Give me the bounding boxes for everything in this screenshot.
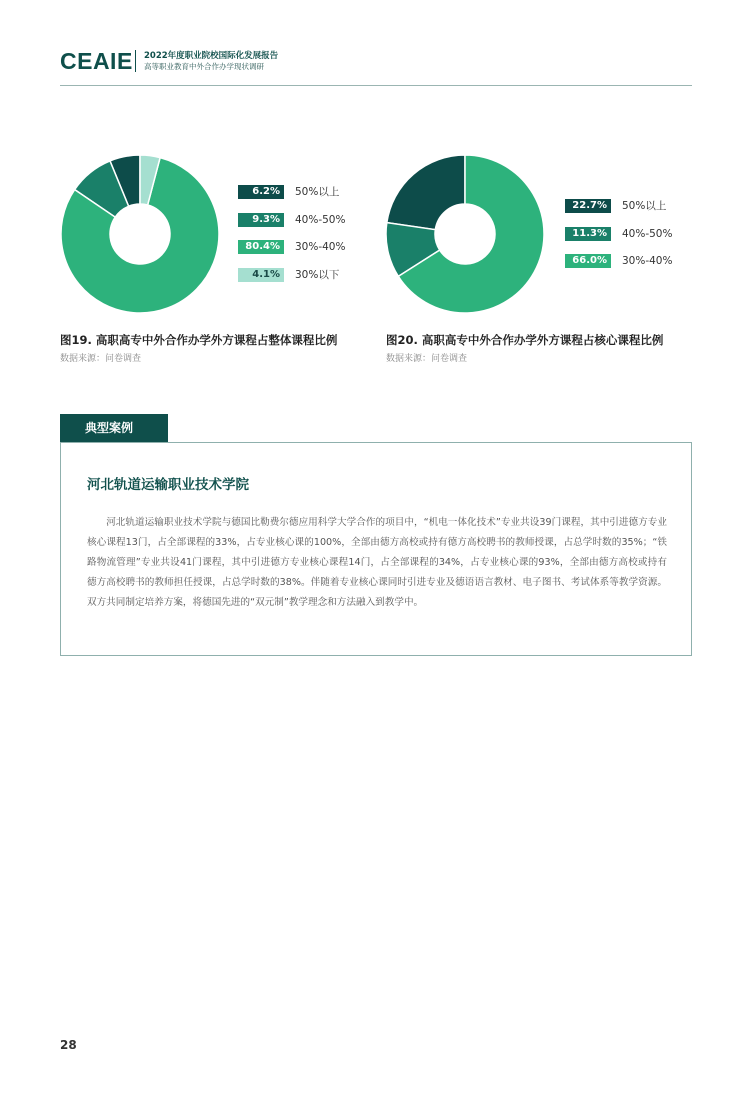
legend-label: 30%-40% bbox=[622, 255, 673, 267]
figure-20-caption: 图20. 高职高专中外合作办学外方课程占核心课程比例 bbox=[386, 333, 664, 347]
legend-value: 4.1% bbox=[238, 268, 284, 282]
legend-value: 11.3% bbox=[565, 227, 611, 241]
legend-label: 40%-50% bbox=[622, 227, 673, 240]
legend-value: 6.2% bbox=[238, 185, 284, 199]
legend-label: 40%-50% bbox=[295, 213, 346, 226]
pie-chart-fig19 bbox=[60, 154, 220, 314]
page-header bbox=[60, 46, 692, 86]
case-title: 河北轨道运输职业技术学院 bbox=[87, 477, 249, 493]
legend-value: 9.3% bbox=[238, 213, 284, 227]
legend-label: 30%-40% bbox=[295, 241, 346, 253]
legend-value: 66.0% bbox=[565, 254, 611, 268]
legend-value: 80.4% bbox=[238, 240, 284, 254]
figure-20-source: 数据来源：问卷调查 bbox=[386, 354, 468, 364]
report-subtitle: 高等职业教育中外合作办学现状调研 bbox=[144, 62, 264, 71]
figure-19-caption: 图19. 高职高专中外合作办学外方课程占整体课程比例 bbox=[60, 333, 338, 347]
page-number: 28 bbox=[60, 1038, 77, 1052]
ceaie-logo: CEAIE bbox=[60, 48, 133, 74]
legend-label: 50%以上 bbox=[295, 186, 340, 198]
legend-label: 50%以上 bbox=[622, 200, 667, 212]
header-divider bbox=[135, 50, 136, 72]
pie-chart-fig20 bbox=[385, 154, 545, 314]
legend-value: 22.7% bbox=[565, 199, 611, 213]
figure-19-source: 数据来源：问卷调查 bbox=[60, 354, 142, 364]
report-title: 2022年度职业院校国际化发展报告 bbox=[144, 51, 279, 61]
case-body: 河北轨道运输职业技术学院与德国比勒费尔德应用科学大学合作的项目中，“机电一体化技术”专业共设39门课程，其中引进德方专业核心课程13门，占全部课程的33%，占专业核心课的100%，全部由德方高校或持有德方高校聘书的教师授课，占总学时数的35%；“铁路物流管理”专业共设41门课程，其中引进德方专业核心课程14门，占全部课程的34%，占专业核心课的93%，全部由德方高校或持有德方高校聘书的教师担任授课，占总学时数的38%。伴随着专业核心课同时引进专业及德语语言教材、电子图书、考试体系等教学资源。双方共同制定培养方案，将德国先进的“双元制”教学理念和方法融入到教学中。 bbox=[87, 517, 667, 608]
case-box bbox=[60, 442, 692, 656]
pie-slice-1 bbox=[387, 155, 465, 230]
legend-fig19 bbox=[238, 185, 378, 285]
legend-label: 30%以下 bbox=[295, 268, 340, 281]
legend-fig20 bbox=[565, 199, 705, 279]
case-tab: 典型案例 bbox=[60, 414, 168, 442]
